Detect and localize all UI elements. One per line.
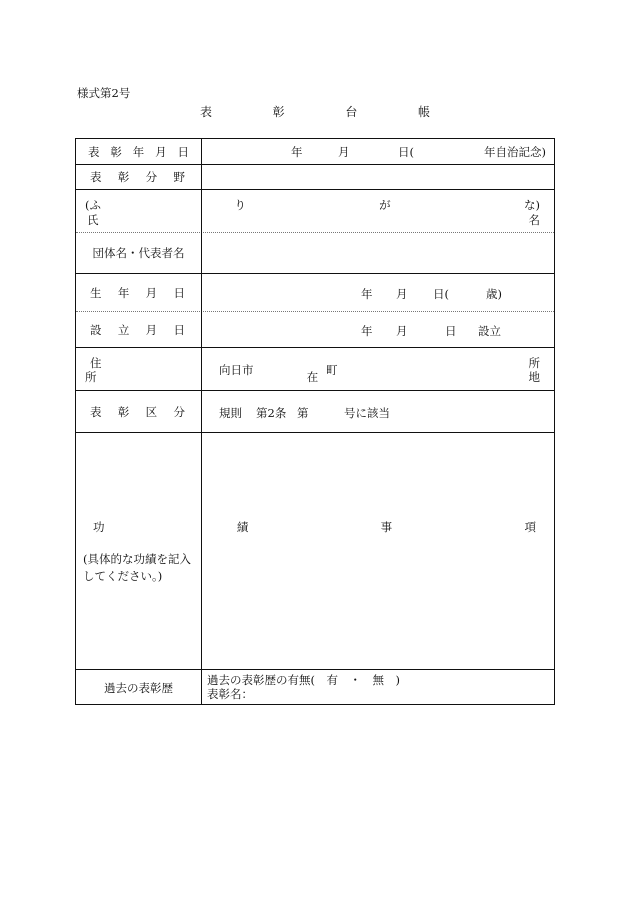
location-label: 地 — [528, 370, 540, 384]
title-char: 台 — [345, 105, 358, 119]
history-label: 過去の表彰歴 — [104, 681, 173, 695]
established-month-field[interactable]: 月 — [396, 324, 408, 338]
award-field-label: 野 — [173, 170, 185, 184]
award-field-label: 彰 — [117, 170, 130, 184]
award-field-input[interactable] — [202, 165, 554, 189]
established-year-field[interactable]: 年 — [361, 324, 373, 338]
age-field[interactable]: 歳) — [486, 287, 502, 301]
city-text: 向日市 — [219, 363, 254, 377]
row-history — [76, 669, 554, 704]
category-label: 彰 — [117, 405, 130, 419]
applies-text: 号に該当 — [344, 406, 390, 420]
furigana-label: り — [234, 198, 246, 212]
title-char: 表 — [200, 105, 213, 119]
furigana-label: な) — [523, 198, 540, 212]
award-day-field[interactable]: 日( — [398, 145, 414, 159]
award-date-label: 月 — [155, 144, 167, 159]
row-established — [76, 311, 554, 347]
award-field-label: 分 — [145, 170, 158, 184]
furigana-label: (ふ — [85, 198, 101, 212]
town-field[interactable]: 町 — [326, 363, 338, 377]
category-label: 表 — [90, 405, 102, 419]
established-suffix: 設立 — [478, 324, 501, 338]
birth-month-field[interactable]: 月 — [396, 287, 408, 301]
group-label: 団体名・代表者名 — [92, 246, 185, 260]
item-field[interactable]: 第 — [297, 406, 309, 420]
award-date-label: 表 — [88, 144, 100, 159]
row-name — [76, 189, 554, 232]
name-label: 名 — [528, 213, 540, 227]
name-label: 氏 — [87, 213, 99, 227]
established-label: 月 — [145, 323, 158, 337]
achievements-label: 項 — [524, 520, 536, 534]
history-presence-field[interactable]: 過去の表彰歴の有無( 有 ・ 無 ) — [207, 673, 400, 687]
address-label: 住 — [90, 356, 102, 370]
row-award-field — [76, 164, 554, 189]
rule-text: 規則 — [219, 406, 242, 420]
name-input[interactable] — [202, 190, 554, 232]
award-field-label: 表 — [90, 170, 102, 184]
birth-label: 生 — [90, 286, 102, 300]
birth-label: 日 — [173, 286, 185, 300]
award-year-field[interactable]: 年 — [291, 145, 303, 159]
row-address — [76, 347, 554, 390]
title-char: 彰 — [272, 105, 285, 119]
achievements-label: 功 — [93, 520, 105, 534]
furigana-label: が — [379, 198, 391, 212]
row-achievements — [76, 432, 554, 669]
row-award-date — [76, 139, 554, 164]
row-birth — [76, 273, 554, 311]
column-divider — [201, 139, 202, 704]
achievements-input[interactable] — [202, 433, 554, 669]
group-input[interactable] — [202, 233, 554, 273]
award-date-label: 年 — [132, 144, 145, 159]
award-month-field[interactable]: 月 — [338, 145, 350, 159]
registry-table — [75, 138, 555, 705]
category-label: 分 — [173, 405, 185, 419]
form-number: 様式第2号 — [77, 86, 131, 100]
achievements-label: 事 — [380, 520, 393, 534]
row-category — [76, 390, 554, 432]
history-award-name-field[interactable]: 表彰名： — [207, 687, 253, 701]
established-day-field[interactable]: 日 — [445, 324, 457, 338]
address-label: 所 — [528, 356, 540, 370]
achievements-note: (具体的な功績を記入 — [83, 552, 191, 566]
title-char: 帳 — [417, 105, 430, 119]
achievements-label: 績 — [236, 520, 249, 534]
birth-label: 月 — [145, 286, 158, 300]
birth-label: 年 — [117, 286, 130, 300]
established-label: 日 — [173, 323, 185, 337]
established-label: 設 — [90, 323, 102, 337]
location-label: 在 — [306, 370, 319, 384]
achievements-note: してください。) — [83, 569, 163, 583]
birth-day-field[interactable]: 日( — [433, 287, 449, 301]
anniversary-field[interactable]: 年自治記念) — [484, 145, 546, 159]
established-label: 立 — [117, 323, 130, 337]
award-date-label: 彰 — [110, 144, 122, 159]
award-date-label: 日 — [177, 144, 189, 159]
category-label: 区 — [145, 405, 158, 419]
article-text: 第2条 — [256, 406, 287, 420]
row-group — [76, 232, 554, 273]
birth-year-field[interactable]: 年 — [361, 287, 373, 301]
location-label: 所 — [85, 370, 97, 384]
form-title — [200, 103, 430, 120]
